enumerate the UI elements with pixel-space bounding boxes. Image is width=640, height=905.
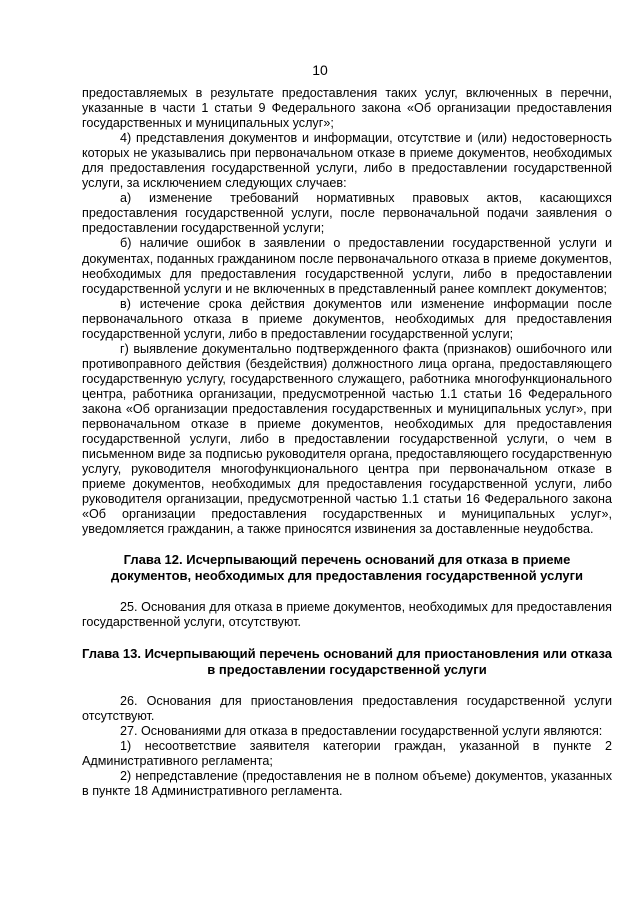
paragraph-27: 27. Основаниями для отказа в предоставлении государственной услуги являются:	[120, 723, 603, 738]
paragraph-item-4: 4) представления документов и информации, отсутствие и (или) недостоверность которых не указывались при первоначальном отказе в приеме документов, необходимых для предоставления государственной услуги, либо в предоставлении государственной услуги, за исключением следующих случаев:	[82, 131, 612, 191]
paragraph-item-g: г) выявление документально подтвержденного факта (признаков) ошибочного или противоправного действия (бездействия) должностного лица органа, предоставляющего государственную услугу, государственного служащего, работника многофункционального центра, работника организации, предусмотренной частью 1.1 статьи 16 Федерального закона «Об организации предоставления государственных и муниципальных услуг», при первоначальном отказе в приеме документов, необходимых для предоставления государственной услуги, либо в предоставлении государственной услуги, о чем в письменном виде за подписью руководителя органа, предоставляющего государственную услугу, руководителя многофункционального центра при первоначальном отказе в приеме документов, необходимых для предоставления государственной услуги, либо руководителя организации, предусмотренной частью 1.1 статьи 16 Федерального закона «Об организации предоставления государственных и муниципальных услуг», уведомляется гражданин, а также приносятся извинения за доставленные неудобства.	[82, 341, 612, 537]
chapter-12-heading: Глава 12. Исчерпывающий перечень оснований для отказа в приеме документов, необходимых для предоставления государственной услуги	[110, 552, 584, 584]
paragraph-27-item-2: 2) непредставление (предоставления не в полном объеме) документов, указанных в пункте 18 Административного регламента.	[82, 768, 612, 798]
document-body	[82, 86, 612, 799]
page-number: 10	[312, 62, 328, 78]
paragraph-item-v: в) истечение срока действия документов или изменение информации после первоначального отказа в приеме документов, необходимых для предоставления государственной услуги, либо в предоставлении государственной услуги;	[82, 296, 612, 341]
paragraph-continuation: предоставляемых в результате предоставления таких услуг, включенных в перечни, указанные в части 1 статьи 9 Федерального закона «Об организации предоставления государственных и муниципальных услуг»;	[82, 86, 612, 131]
paragraph-25: 25. Основания для отказа в приеме документов, необходимых для предоставления государственной услуги, отсутствуют.	[82, 600, 612, 630]
chapter-13-heading: Глава 13. Исчерпывающий перечень оснований для приостановления или отказа в предоставлении государственной услуги	[82, 645, 612, 677]
paragraph-26: 26. Основания для приостановления предоставления государственной услуги отсутствуют.	[82, 693, 612, 723]
paragraph-item-a: а) изменение требований нормативных правовых актов, касающихся предоставления государственной услуги, после первоначальной подачи заявления о предоставлении государственной услуги;	[82, 191, 612, 236]
paragraph-27-item-1: 1) несоответствие заявителя категории граждан, указанной в пункте 2 Административного регламента;	[82, 738, 612, 768]
paragraph-item-b: б) наличие ошибок в заявлении о предоставлении государственной услуги и документах, поданных гражданином после первоначального отказа в приеме документов, необходимых для предоставления государственной услуги, либо в предоставлении государственной услуги и не включенных в представленный ранее комплект документов;	[82, 236, 612, 296]
